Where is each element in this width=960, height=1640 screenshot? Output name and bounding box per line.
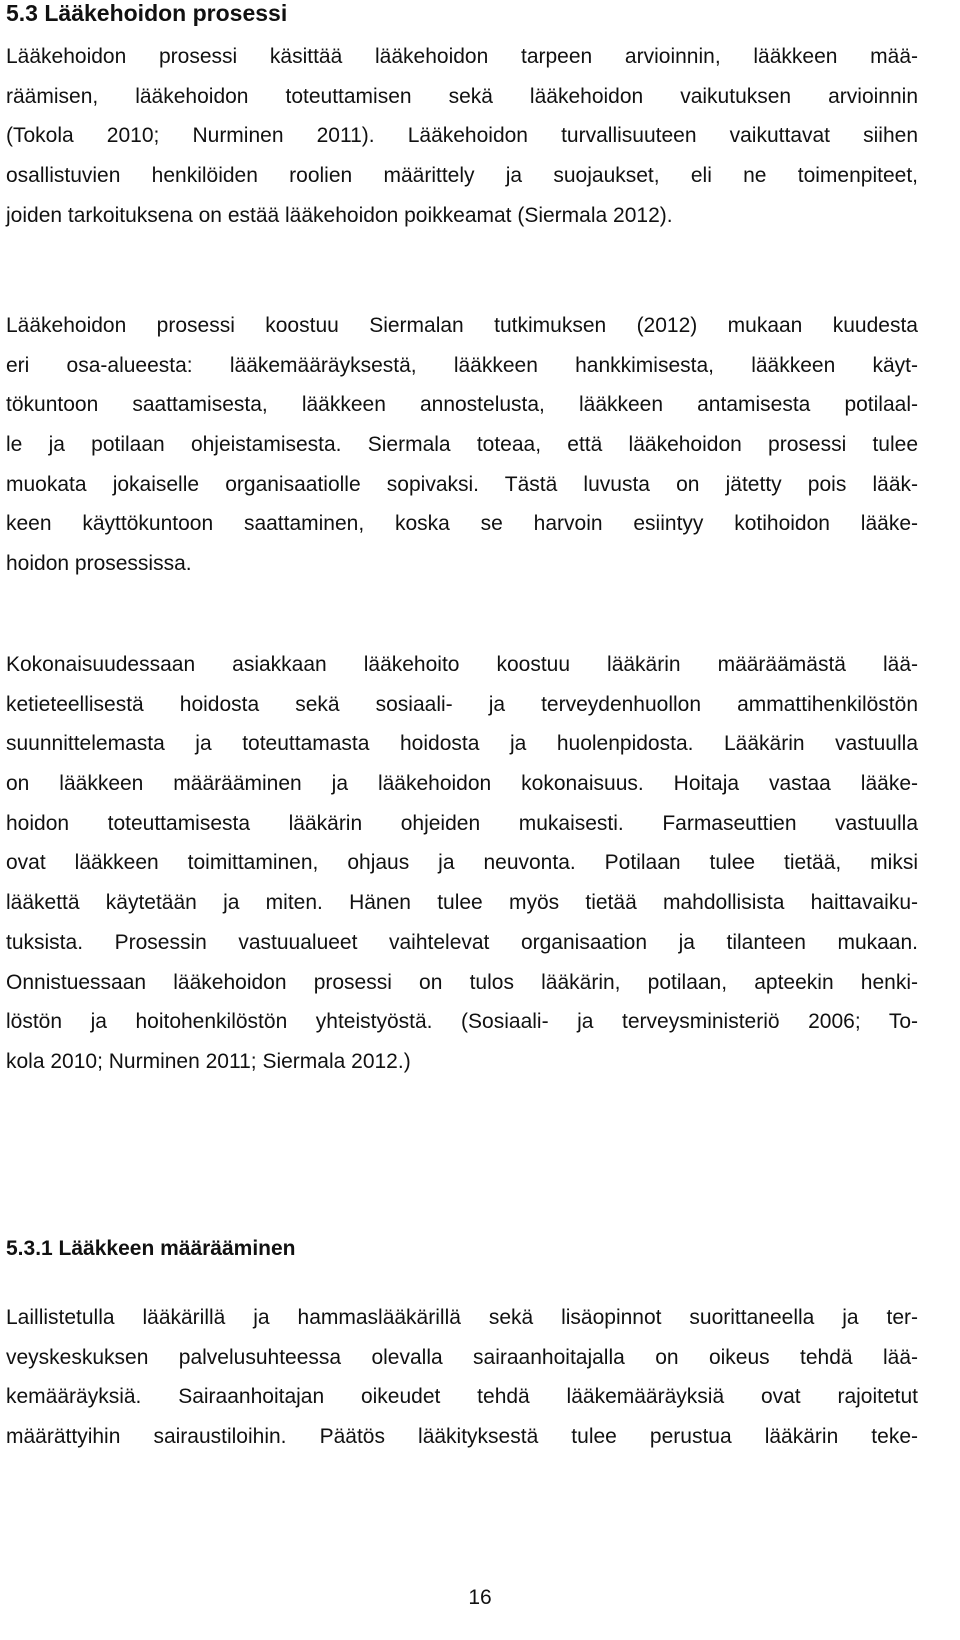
text-line: ketieteellisestä hoidosta sekä sosiaali- ja terveydenhuollon ammattihenkilöstön (6, 692, 918, 716)
text-line: suunnittelemasta ja toteuttamasta hoidosta ja huolenpidosta. Lääkärin vastuulla (6, 732, 918, 756)
text-line: ovat lääkkeen toimittaminen, ohjaus ja neuvonta. Potilaan tulee tietää, miksi (6, 851, 918, 875)
text-line: löstön ja hoitohenkilöstön yhteistyöstä. (Sosiaali- ja terveysministeriö 2006; To- (6, 1010, 918, 1034)
text-line: hoidon prosessissa. (6, 552, 192, 576)
text-line: (Tokola 2010; Nurminen 2011). Lääkehoidon turvallisuuteen vaikuttavat siihen (6, 124, 918, 148)
paragraph-1 (6, 37, 918, 235)
text-line: määrättyihin sairaustiloihin. Päätös lääkityksestä tulee perustua lääkärin teke- (6, 1425, 918, 1449)
paragraph-2 (6, 306, 918, 584)
text-line: tuksista. Prosessin vastuualueet vaihtelevat organisaation ja tilanteen mukaan. (6, 930, 918, 954)
section-heading: 5.3 Lääkehoidon prosessi (6, 0, 288, 26)
text-line: keen käyttökuntoon saattaminen, koska se harvoin esiintyy kotihoidon lääke- (6, 512, 918, 536)
text-line: muokata jokaiselle organisaatiolle sopivaksi. Tästä luvusta on jätetty pois lääk- (6, 472, 918, 496)
paragraph-4 (6, 1298, 918, 1457)
text-line: osallistuvien henkilöiden roolien määrittely ja suojaukset, eli ne toimenpiteet, (6, 164, 918, 188)
text-line: joiden tarkoituksena on estää lääkehoidon poikkeamat (Siermala 2012). (6, 203, 673, 227)
paragraph-3 (6, 645, 918, 1082)
text-line: veyskeskuksen palvelusuhteessa olevalla sairaanhoitajalla on oikeus tehdä lää- (6, 1345, 918, 1369)
text-line: kola 2010; Nurminen 2011; Siermala 2012.) (6, 1049, 411, 1073)
text-line: le ja potilaan ohjeistamisesta. Siermala toteaa, että lääkehoidon prosessi tulee (6, 433, 918, 457)
text-line: Lääkehoidon prosessi koostuu Siermalan tutkimuksen (2012) mukaan kuudesta (6, 314, 918, 337)
text-line: Kokonaisuudessaan asiakkaan lääkehoito koostuu lääkärin määräämästä lää- (6, 653, 918, 676)
text-line: kemääräyksiä. Sairaanhoitajan oikeudet tehdä lääkemääräyksiä ovat rajoitetut (6, 1385, 918, 1409)
page-number: 16 (468, 1586, 492, 1609)
text-line: lääkettä käytetään ja miten. Hänen tulee myös tietää mahdollisista haittavaiku- (6, 891, 918, 915)
text-line: hoidon toteuttamisesta lääkärin ohjeiden mukaisesti. Farmaseuttien vastuulla (6, 811, 918, 835)
text-line: eri osa-alueesta: lääkemääräyksestä, lääkkeen hankkimisesta, lääkkeen käyt- (6, 353, 918, 377)
text-line: Lääkehoidon prosessi käsittää lääkehoidon tarpeen arvioinnin, lääkkeen mää- (6, 45, 918, 68)
text-line: tökuntoon saattamisesta, lääkkeen annostelusta, lääkkeen antamisesta potilaal- (6, 393, 918, 417)
text-line: räämisen, lääkehoidon toteuttamisen sekä lääkehoidon vaikutuksen arvioinnin (6, 84, 918, 108)
text-line: Laillistetulla lääkärillä ja hammaslääkärillä sekä lisäopinnot suorittaneella ja ter- (6, 1306, 918, 1329)
subsection-heading: 5.3.1 Lääkkeen määrääminen (6, 1237, 296, 1260)
text-line: Onnistuessaan lääkehoidon prosessi on tulos lääkärin, potilaan, apteekin henki- (6, 970, 918, 994)
text-line: on lääkkeen määrääminen ja lääkehoidon kokonaisuus. Hoitaja vastaa lääke- (6, 772, 918, 796)
